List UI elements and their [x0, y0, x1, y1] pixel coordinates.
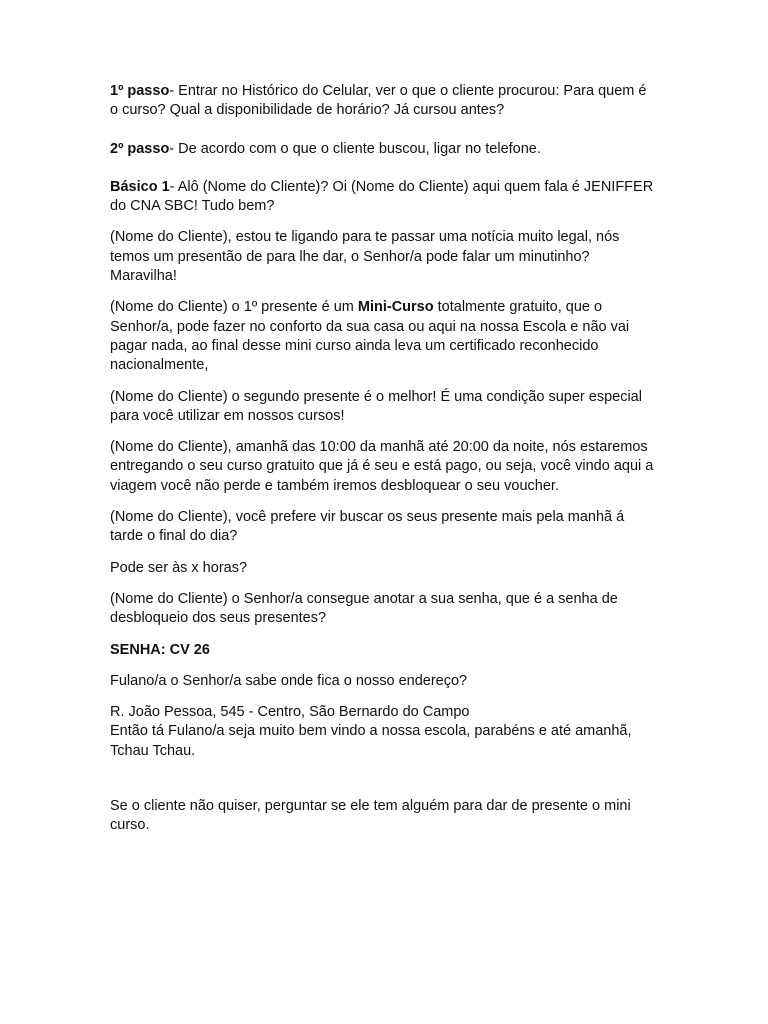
tomorrow-paragraph: (Nome do Cliente), amanhã das 10:00 da manhã até 20:00 da noite, nós estaremos entregando o seu curso gratuito que já é seu e está pago, ou seja, você vindo aqui a viagem você não perde e também iremos desbloquear o seu voucher.	[110, 439, 654, 494]
step-1-text: - Entrar no Histórico do Celular, ver o que o cliente procurou: Para quem é o curso? Qual a disponibilidade de horário? Já cursou antes?	[110, 83, 647, 119]
mini-course-highlight: Mini-Curso	[357, 299, 434, 316]
calling-paragraph: (Nome do Cliente), estou te ligando para te passar uma notícia muito legal, nós temos um presentão de para lhe dar, o Senhor/a pode falar um minutinho? Maravilha!	[110, 229, 620, 285]
step-1-paragraph	[110, 82, 655, 121]
password-value: SENHA: CV 26	[110, 641, 210, 658]
document-page	[110, 82, 655, 848]
address-block	[110, 703, 655, 761]
first-gift-paragraph	[110, 298, 655, 375]
first-gift-details: totalmente gratuito, que o Senhor/a, pode fazer no conforto da sua casa ou aqui na nossa Escola e não vai pagar nada, ao final desse mini curso ainda leva um certificado reconhecido nacionalmente,	[110, 299, 630, 374]
step-1-heading: 1º passo	[110, 83, 170, 99]
first-gift-intro: (Nome do Cliente) o 1º presente é um	[110, 299, 358, 316]
address-text: R. João Pessoa, 545 - Centro, São Bernardo do Campo	[110, 704, 470, 721]
basic-1-text: - Alô (Nome do Cliente)? Oi (Nome do Cliente) aqui quem fala é JENIFFER do CNA SBC! Tudo bem?	[110, 178, 654, 215]
password-line	[110, 641, 655, 660]
password-question-paragraph: (Nome do Cliente) o Senhor/a consegue anotar a sua senha, que é a senha de desbloqueio dos seus presentes?	[110, 590, 618, 627]
step-2-paragraph	[110, 140, 655, 159]
basic-1-paragraph	[110, 178, 655, 217]
time-paragraph: Pode ser às x horas?	[110, 559, 248, 576]
address-question-paragraph: Fulano/a o Senhor/a sabe onde fica o nosso endereço?	[110, 672, 468, 689]
farewell-text: Então tá Fulano/a seja muito bem vindo a nossa escola, parabéns e até amanhã, Tchau Tchau.	[110, 723, 632, 759]
step-2-heading: 2º passo	[110, 140, 170, 157]
step-2-text: - De acordo com o que o cliente buscou, ligar no telefone.	[169, 140, 541, 157]
basic-1-heading: Básico 1	[110, 178, 170, 195]
second-gift-paragraph: (Nome do Cliente) o segundo presente é o melhor! É uma condição super especial para você utilizar em nossos cursos!	[110, 388, 642, 424]
final-note-paragraph: Se o cliente não quiser, perguntar se ele tem alguém para dar de presente o mini curso.	[110, 798, 631, 834]
preference-paragraph: (Nome do Cliente), você prefere vir buscar os seus presente mais pela manhã á tarde o final do dia?	[110, 509, 625, 545]
